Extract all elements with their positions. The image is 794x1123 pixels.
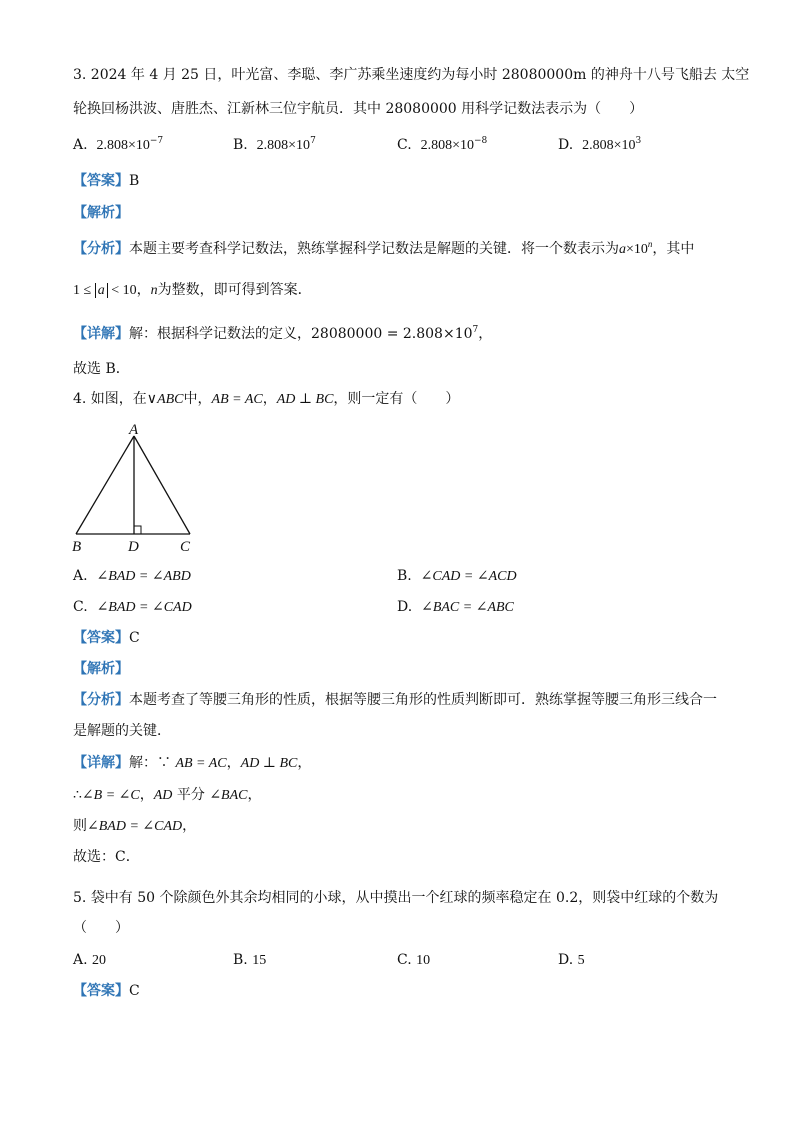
q4-triangle-name: ABC [157,392,184,407]
xiangjie-tag: 【详解】 [73,326,129,342]
q4-answer [73,629,140,647]
step2-c: ， [139,787,154,803]
fenxi-text: 本题考查了等腰三角形的性质，根据等腰三角形的性质判断即可．熟练掌握等腰三角形三线合一 [129,692,717,708]
q4-step3 [73,817,196,836]
q4-conclusion: 故选：C． [73,849,140,865]
q4-stem [73,390,459,409]
fenxi-math-exp: n [647,239,653,249]
q4-stem-d: ， [262,391,277,407]
q4-step2 [73,786,261,805]
q4-option-a [73,567,191,586]
analysis-tag: 【解析】 [73,205,129,221]
vertex-label-d: D [128,539,139,555]
option-text: ∠BAD = ∠CAD [96,600,192,615]
fenxi-text: 本题主要考查科学记数法，熟练掌握科学记数法是解题的关键．将一个数表示为 [129,241,619,257]
option-letter: A. [73,568,88,584]
q4-fenxi-line2: 是解题的关键． [73,723,171,739]
xiangjie-cond-2: AD ⊥ BC [240,756,298,771]
q3-xiangjie [73,325,492,343]
q5-stem-line1: 5. 袋中有 50 个除颜色外其余均相同的小球，从中摸出一个红球的频率稳定在 0.2，则袋中红球的个数为 [73,890,719,906]
q5-option-d [558,951,585,970]
q3-fenxi-line2 [73,281,312,300]
option-letter: C. [73,599,88,615]
option-exponent: −7 [149,136,164,146]
step2-g: ， [247,787,262,803]
step3-c: ， [182,818,197,834]
xiangjie-a: 解：∵ [129,755,176,771]
option-text: 5 [577,953,585,968]
q4-analysis-heading [73,660,129,678]
option-value: 2.808×10 [420,138,474,153]
fenxi-ineq-start: 1 ≤ [73,283,95,298]
fenxi-tag: 【分析】 [73,241,129,257]
q3-stem-line2: 轮换回杨洪波、唐胜杰、江新林三位宇航员．其中 28080000 用科学记数法表示为（ ） [73,101,644,117]
option-letter: D. [558,137,574,153]
q3-conclusion: 故选 B． [73,361,130,377]
side-ac [134,436,190,534]
q5-option-c [397,951,430,970]
q4-xiangjie [73,754,311,773]
q5-stem-line2: （ ） [73,920,129,936]
option-text: 15 [252,953,267,968]
xiangjie-text: 解：根据科学记数法的定义，28080000 = 2.808×10 [129,326,473,342]
fenxi-text-end: ，其中 [652,241,695,257]
step2-a: ∴ [73,787,82,803]
q4-condition-2: AD ⊥ BC [276,392,334,407]
step2-b: ∠B = ∠C [81,788,140,803]
q3-fenxi-line1 [73,240,694,259]
q3-option-c [397,136,487,155]
option-exponent: 3 [635,136,642,146]
option-value: 2.808×10 [256,138,311,153]
q5-answer [73,982,140,1000]
side-ab [76,436,134,534]
option-exponent: −8 [473,136,488,146]
option-letter: B. [233,952,248,968]
step3-b: ∠BAD = ∠CAD [87,819,183,834]
q4-condition-1: AB = AC [211,392,263,407]
q3-analysis-heading [73,204,129,222]
answer-value: C [129,630,140,646]
vertex-label-b: B [72,539,82,555]
step2-e: 平分 [172,787,210,803]
fenxi-text: 为整数，即可得到答案． [157,282,312,298]
q3-stem-line1: 3. 2024 年 4 月 25 日，叶光富、李聪、李广苏乘坐速度约为每小时 28080000m 的神舟十八号飞船去 太空 [73,67,750,83]
xiangjie-cond-1: AB = AC [175,756,227,771]
answer-value: B [129,173,140,189]
option-text: 10 [416,953,431,968]
xiangjie-tag: 【详解】 [73,755,129,771]
q4-stem-f: ，则一定有（ ） [333,391,460,407]
q4-fenxi-line1 [73,691,717,709]
q4-stem-a: 4. 如图，在∨ [73,391,158,407]
xiangjie-c: ， [226,755,241,771]
option-text: ∠BAC = ∠ABC [421,600,514,615]
option-exponent: 7 [310,136,316,146]
q4-option-c [73,598,192,617]
right-angle-mark [134,526,141,534]
q4-stem-b: 中， [183,391,212,407]
q3-answer [73,172,139,190]
answer-tag: 【答案】 [73,983,129,999]
option-text: ∠BAD = ∠ABD [96,569,191,584]
option-letter: C. [397,952,412,968]
xiangjie-end: ， [478,326,493,342]
q3-option-a [73,136,163,155]
fenxi-tag: 【分析】 [73,692,129,708]
option-text: ∠CAD = ∠ACD [420,569,517,584]
option-letter: C. [397,137,412,153]
answer-value: C [129,983,140,999]
fenxi-n: n [150,283,158,298]
vertex-label-c: C [180,539,191,555]
option-letter: A. [73,952,88,968]
q4-option-b [397,567,517,586]
q4-option-d [397,598,514,617]
option-letter: D. [558,952,574,968]
option-letter: B. [397,568,412,584]
option-value: 2.808×10 [582,138,636,153]
option-letter: A. [73,137,88,153]
option-text: 20 [92,953,107,968]
step2-d: AD [153,788,173,803]
answer-tag: 【答案】 [73,173,129,189]
q3-option-d [558,136,641,155]
fenxi-math-a: a [619,242,626,257]
vertex-label-a: A [129,422,139,438]
fenxi-abs-a: a [95,283,108,298]
q3-option-b [233,136,316,155]
fenxi-math-power: ×10 [626,242,648,257]
step2-f: ∠BAC [209,788,248,803]
analysis-tag: 【解析】 [73,661,129,677]
q4-triangle-figure [66,418,206,558]
fenxi-ineq-end: < 10， [107,283,151,298]
q5-option-b [233,951,266,970]
step3-a: 则 [73,818,87,834]
xiangjie-e: ， [297,755,312,771]
option-letter: B. [233,137,248,153]
q5-option-a [73,951,106,970]
option-letter: D. [397,599,413,615]
answer-tag: 【答案】 [73,630,129,646]
option-value: 2.808×10 [96,138,150,153]
xiangjie-exp: 7 [472,325,479,335]
